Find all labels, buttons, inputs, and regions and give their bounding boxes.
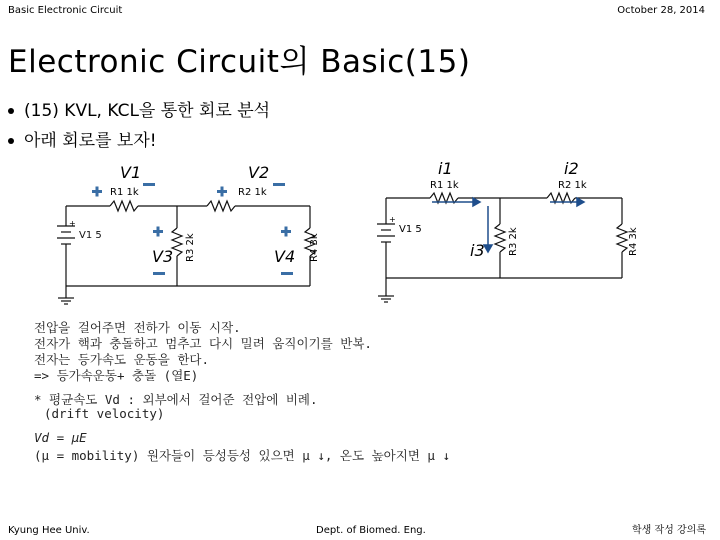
bullet-item	[8, 126, 270, 156]
i3-arrow-head	[484, 245, 492, 252]
circuit-diagram-voltages	[52, 158, 342, 318]
i1-arrow-head	[473, 198, 480, 206]
circuit-diagram-currents	[372, 158, 652, 318]
bullet-item	[8, 96, 270, 126]
r3-label: R3 2k	[185, 233, 196, 262]
note-formula: Vd = μE	[34, 430, 87, 445]
v2-label: V2	[248, 163, 270, 182]
i1-label: i1	[438, 159, 453, 178]
bullet-text: 아래 회로를 보자!	[24, 131, 157, 151]
page-title: Electronic Circuit의 Basic(15)	[8, 44, 471, 80]
bullet-text: (15) KVL, KCL을 통한 회로 분석	[24, 101, 271, 121]
note-line: 전자는 등가속도 운동을 한다.	[34, 352, 210, 367]
source-label: V1 5	[399, 224, 422, 235]
lecture-notes	[34, 318, 674, 468]
note-line: => 등가속운동+ 충돌 (열E)	[34, 368, 199, 383]
i3-label: i3	[470, 241, 485, 260]
i2-label: i2	[564, 159, 579, 178]
bullet-dot	[8, 108, 14, 114]
r1-label: R1 1k	[430, 180, 459, 191]
r1-label: R1 1k	[110, 187, 139, 198]
source-plus-sign: +	[389, 215, 396, 224]
r3-label: R3 2k	[508, 227, 519, 256]
source-label: V1 5	[79, 230, 102, 241]
footer-university: Kyung Hee Univ.	[8, 525, 90, 536]
r4-label: R4 3k	[309, 233, 320, 262]
note-line: * 평균속도 Vd : 외부에서 걸어준 전압에 비례.	[34, 392, 318, 407]
v1-label: V1	[120, 163, 142, 182]
note-line: 전압을 걸어주면 전하가 이동 시작.	[34, 320, 241, 335]
v4-label: V4	[274, 247, 296, 266]
note-line: (μ = mobility) 원자들이 등성등성 있으면 μ ↓, 온도 높아지면 μ ↓	[34, 448, 450, 463]
bullet-list	[8, 96, 270, 156]
footer-department: Dept. of Biomed. Eng.	[316, 525, 426, 536]
r2-label: R2 1k	[238, 187, 267, 198]
bullet-dot	[8, 138, 14, 144]
header-date: October 28, 2014	[617, 5, 705, 16]
i2-arrow-head	[577, 198, 584, 206]
header-course: Basic Electronic Circuit	[8, 5, 123, 16]
note-line: (drift velocity)	[44, 406, 165, 421]
v3-label: V3	[152, 247, 174, 266]
source-plus-sign: +	[69, 219, 76, 228]
r4-label: R4 3k	[628, 227, 639, 256]
r2-label: R2 1k	[558, 180, 587, 191]
footer-note: 학생 작성 강의록	[632, 525, 706, 536]
note-line: 전자가 핵과 충돌하고 멈추고 다시 밀려 움직이기를 반복.	[34, 336, 372, 351]
